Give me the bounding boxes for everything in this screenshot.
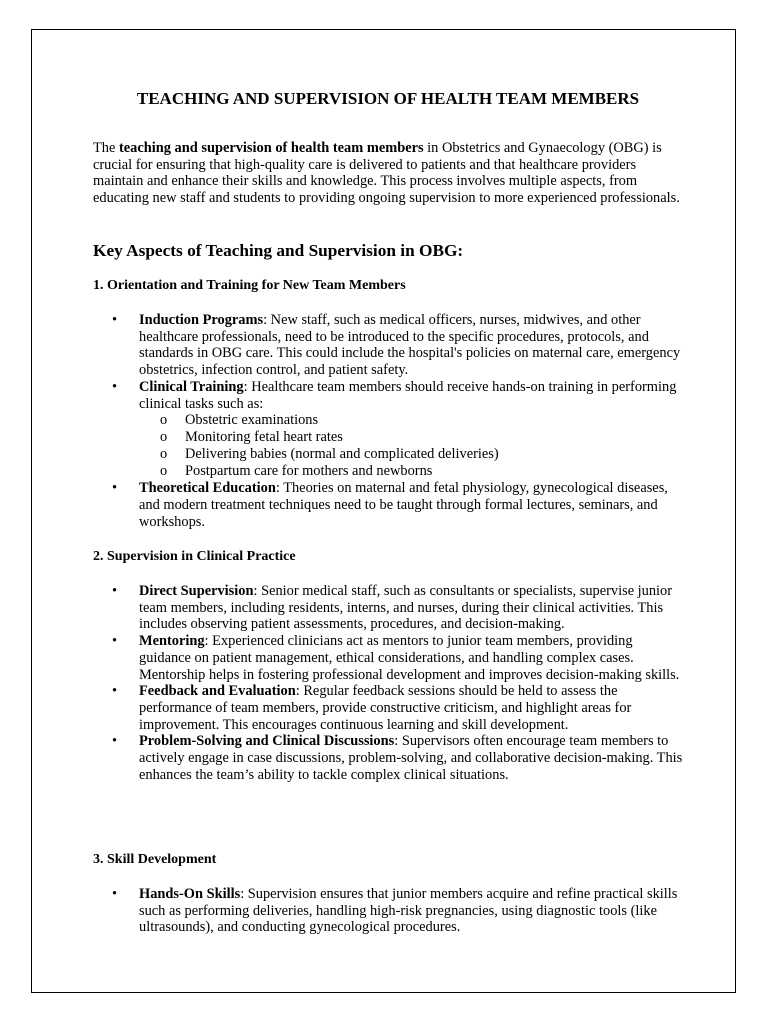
section-2-list — [93, 583, 683, 783]
bullet-icon: • — [112, 683, 118, 700]
clinical-tasks-sublist — [139, 412, 683, 480]
list-item-problem-solving — [93, 733, 683, 783]
bullet-icon: • — [112, 886, 118, 902]
item-term: Induction Programs — [139, 312, 264, 328]
sublist-item — [139, 412, 683, 429]
list-item-mentoring — [93, 633, 683, 683]
item-text: : Experienced clinicians act as mentors to junior team members, providing guidance on patient management, ethical considerations, and handling complex cases. Mentorship helps in fostering professional development and improves decision-making skills. — [139, 633, 680, 683]
intro-pre: The — [93, 140, 119, 156]
item-text: : Supervision ensures that junior members acquire and refine practical skills such as performing deliveries, handling high-risk pregnancies, using diagnostic tools (like ultrasounds), and conducting gynecological procedures. — [139, 886, 678, 936]
bullet-icon: • — [112, 312, 118, 328]
key-aspects-heading: Key Aspects of Teaching and Supervision in OBG: — [93, 241, 464, 260]
sublist-item-text: Monitoring fetal heart rates — [185, 429, 343, 446]
item-term: Mentoring — [139, 633, 205, 650]
sublist-item — [139, 429, 683, 446]
item-text: : Healthcare team members should receive hands-on training in performing clinical tasks such as: — [139, 378, 677, 412]
list-item-hands-on-skills — [93, 886, 683, 936]
sublist-item-text: Delivering babies (normal and complicated deliveries) — [185, 446, 499, 463]
bullet-icon: • — [112, 480, 118, 497]
item-term: Theoretical Education — [139, 480, 276, 497]
item-text: : Theories on maternal and fetal physiology, gynecological diseases, and modern treatment techniques need to be taught through formal lectures, seminars, and workshops. — [139, 480, 668, 530]
bullet-icon: • — [112, 733, 118, 750]
circle-bullet-icon: o — [160, 412, 168, 429]
item-term: Problem-Solving and Clinical Discussions — [139, 733, 395, 750]
item-term: Hands-On Skills — [139, 886, 241, 902]
section-3-list — [93, 886, 683, 936]
bullet-icon: • — [112, 378, 118, 395]
circle-bullet-icon: o — [160, 463, 168, 480]
item-term: Clinical Training — [139, 378, 244, 395]
section-heading-orientation: 1. Orientation and Training for New Team Members — [93, 278, 406, 293]
sublist-item — [139, 463, 683, 480]
sublist-item — [139, 446, 683, 463]
item-text: : Supervisors often encourage team members to actively engage in case discussions, problem-solving, and collaborative decision-making. This enhances the team’s ability to tackle complex clinical situations. — [139, 733, 683, 783]
list-item-clinical-training — [93, 379, 683, 480]
section-heading-skill-development: 3. Skill Development — [93, 852, 217, 867]
item-term: Direct Supervision — [139, 583, 254, 599]
document-title: TEACHING AND SUPERVISION OF HEALTH TEAM MEMBERS — [136, 89, 640, 108]
item-term: Feedback and Evaluation — [139, 683, 296, 700]
section-1-list — [93, 312, 683, 530]
intro-bold: teaching and supervision of health team members — [118, 140, 424, 156]
intro-paragraph — [93, 140, 683, 207]
item-text: : New staff, such as medical officers, nurses, midwives, and other healthcare professionals, need to be introduced to the specific procedures, protocols, and standards in OBG care. This could include the hospital's policies on maternal care, emergency obstetrics, infection control, and patient safety. — [139, 312, 681, 379]
list-item-induction-programs — [93, 312, 683, 379]
item-text: : Senior medical staff, such as consultants or specialists, supervise junior team members, including residents, interns, and nurses, during their clinical activities. This includes observing patient assessments, procedures, and decision-making. — [139, 583, 673, 633]
bullet-icon: • — [112, 583, 118, 599]
circle-bullet-icon: o — [160, 446, 168, 463]
circle-bullet-icon: o — [160, 429, 168, 446]
list-item-feedback-evaluation — [93, 683, 683, 733]
list-item-theoretical-education — [93, 480, 683, 530]
section-heading-supervision: 2. Supervision in Clinical Practice — [93, 549, 296, 564]
sublist-item-text: Postpartum care for mothers and newborns — [185, 463, 433, 480]
sublist-item-text: Obstetric examinations — [185, 412, 319, 429]
list-item-direct-supervision — [93, 583, 683, 633]
intro-post: in Obstetrics and Gynaecology (OBG) is crucial for ensuring that high-quality care is delivered to patients and that healthcare providers maintain and enhance their skills and knowledge. This process involves multiple aspects, from educating new staff and students to providing ongoing supervision to more experienced professionals. — [93, 140, 680, 207]
item-text: : Regular feedback sessions should be held to assess the performance of team members, provide constructive criticism, and highlight areas for improvement. This encourages continuous learning and skill development. — [139, 683, 632, 733]
bullet-icon: • — [112, 633, 118, 650]
